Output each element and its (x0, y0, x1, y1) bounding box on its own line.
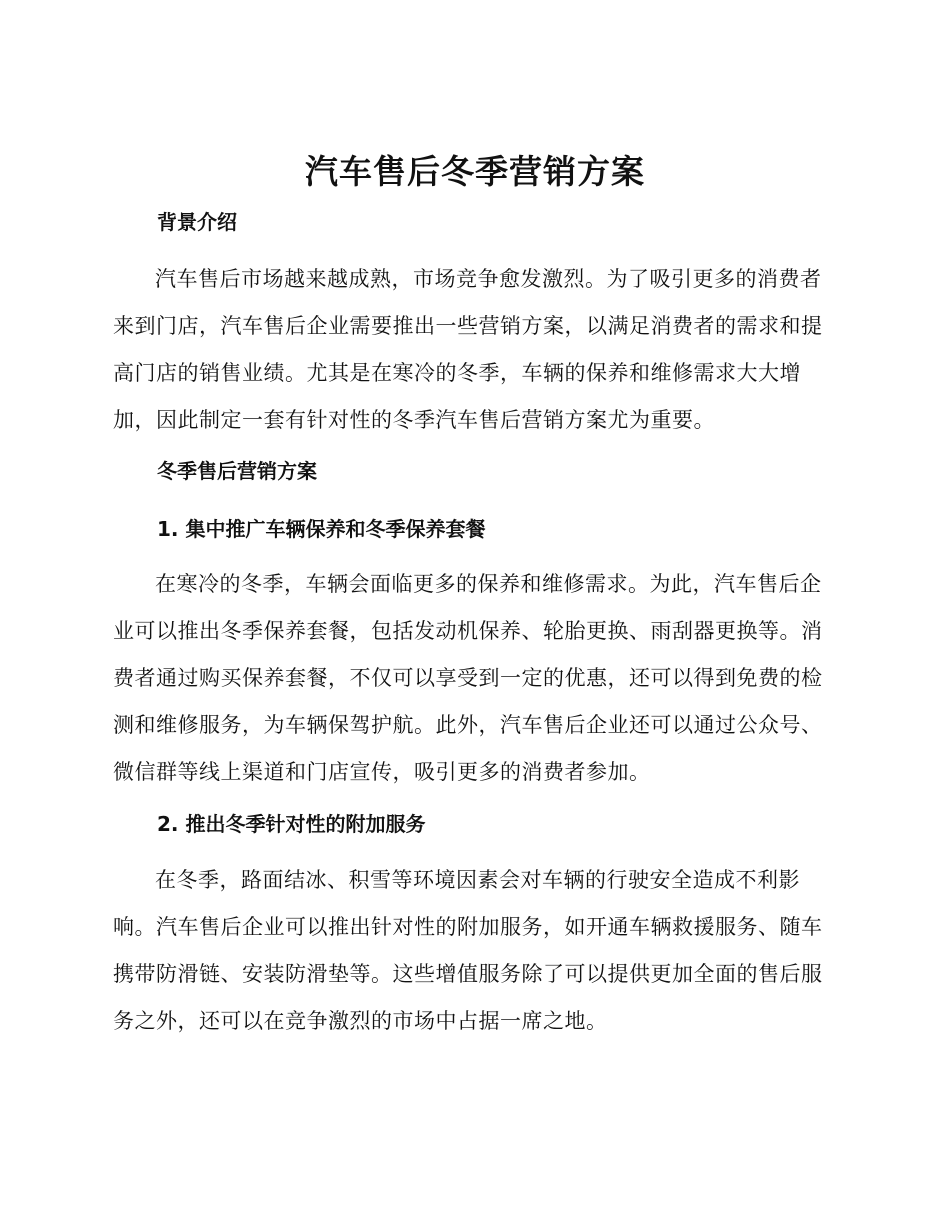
paragraph-background: 汽车售后市场越来越成熟，市场竞争愈发激烈。为了吸引更多的消费者来到门店，汽车售后企业需要推出一些营销方案，以满足消费者的需求和提高门店的销售业绩。尤其是在寒冷的冬季，车辆的保养和维修需求大大增加，因此制定一套有针对性的冬季汽车售后营销方案尤为重要。 (113, 267, 823, 432)
section-heading-background: 背景介绍 (157, 210, 237, 234)
document-title: 汽车售后冬季营销方案 (305, 152, 645, 191)
subsection-heading-2: 2. 推出冬季针对性的附加服务 (157, 812, 426, 836)
subsection-heading-1: 1. 集中推广车辆保养和冬季保养套餐 (157, 517, 486, 541)
paragraph-subsection-1: 在寒冷的冬季，车辆会面临更多的保养和维修需求。为此，汽车售后企业可以推出冬季保养套餐，包括发动机保养、轮胎更换、雨刮器更换等。消费者通过购买保养套餐，不仅可以享受到一定的优惠，还可以得到免费的检测和维修服务，为车辆保驾护航。此外，汽车售后企业还可以通过公众号、微信群等线上渠道和门店宣传，吸引更多的消费者参加。 (113, 572, 823, 784)
paragraph-subsection-2: 在冬季，路面结冰、积雪等环境因素会对车辆的行驶安全造成不利影响。汽车售后企业可以推出针对性的附加服务，如开通车辆救援服务、随车携带防滑链、安装防滑垫等。这些增值服务除了可以提供更加全面的售后服务之外，还可以在竞争激烈的市场中占据一席之地。 (113, 868, 823, 1033)
section-heading-winter-plan: 冬季售后营销方案 (157, 459, 317, 483)
